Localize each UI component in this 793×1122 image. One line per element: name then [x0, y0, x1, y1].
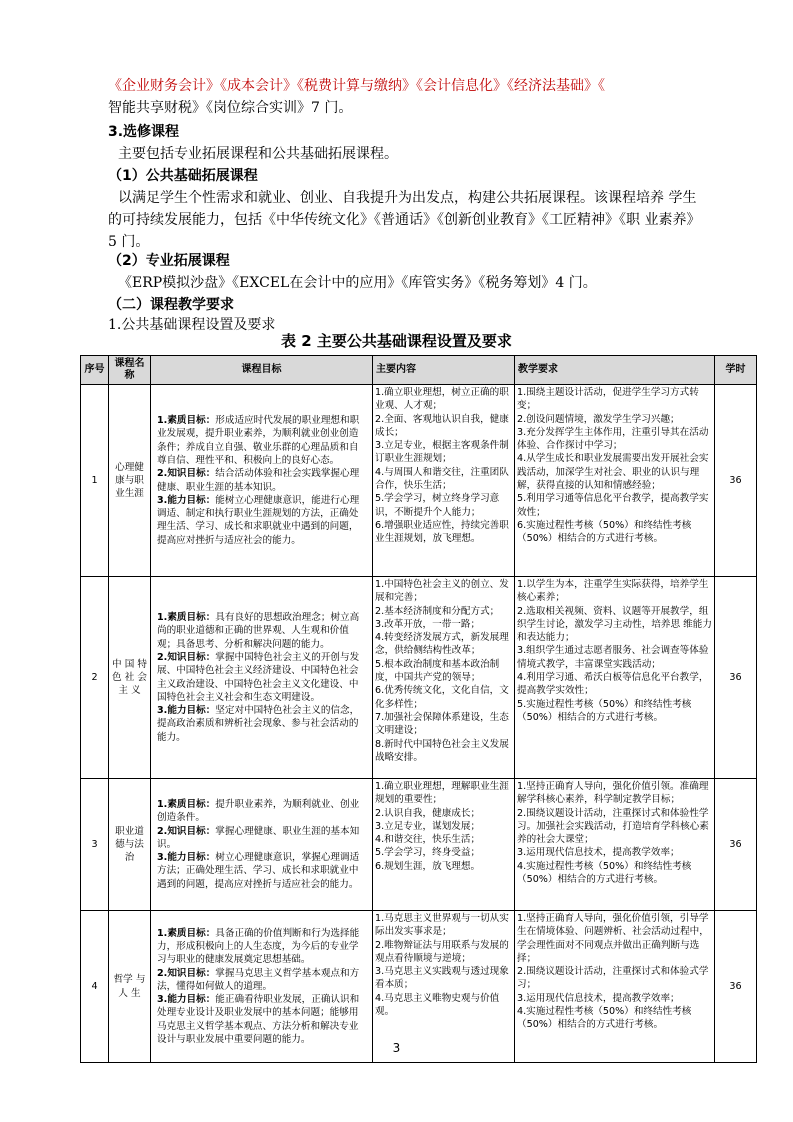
course-goals — [151, 779, 373, 911]
content-item: 3.立足专业，谋划发展； — [375, 820, 481, 832]
content-item: 2.全面、客观地认识自我，健康成长； — [375, 413, 509, 438]
elective-heading: 3.选修课程 — [108, 124, 180, 140]
teaching-requirements — [515, 385, 715, 577]
content-item: 6.增强职业适应性，持续完善职业生涯规划，放飞理想。 — [375, 519, 509, 545]
intro-line2: 智能共享财税》《岗位综合实训》7 门。 — [108, 100, 353, 116]
goal-item — [157, 825, 366, 852]
requirement-item: 1.围绕主题设计活动，促进学生学习方式转变； — [517, 387, 699, 412]
requirement-item: 2.围绕议题设计活动，注重探讨式和体验式学习； — [517, 966, 709, 991]
content-item: 1.中国特色社会主义的创立、发展和完善； — [375, 579, 509, 604]
major-ext-heading: （2）专业拓展课程 — [108, 253, 230, 269]
section2-sub: 1.公共基础课程设置及要求 — [108, 317, 276, 333]
goal-item — [157, 851, 366, 891]
content-item: 1.确立职业理想，树立正确的职业观、人才观； — [375, 387, 509, 412]
header-goal: 课程目标 — [151, 356, 373, 385]
requirement-item: 6.实施过程性考核（50%）和终结性考核（50%）相结合的方式进行考核。 — [517, 519, 692, 545]
course-name: 哲学 与人 生 — [109, 911, 151, 1063]
content-item: 3.立足专业，根据主客观条件制订职业生涯规划； — [375, 440, 509, 465]
table-row — [81, 779, 757, 911]
header-no: 序号 — [81, 356, 109, 385]
public-ext-heading: （1）公共基础拓展课程 — [108, 168, 258, 184]
content-item: 4.与周围人和谐交往，注重团队合作，快乐生活； — [375, 466, 509, 492]
course-hours: 36 — [715, 779, 757, 911]
table-row — [81, 385, 757, 577]
goal-label: 3.能力目标： — [157, 852, 216, 864]
content-item: 4.马克思主义唯物史观与价值观。 — [375, 992, 500, 1018]
major-ext-desc: 《ERP模拟沙盘》《EXCEL在会计中的应用》《库管实务》《税务筹划》4 门。 — [118, 275, 597, 291]
requirement-item: 4.实施过程性考核（50%）和终结性考核（50%）相结合的方式进行考核。 — [517, 860, 692, 886]
row-no: 2 — [81, 577, 109, 779]
course-hours: 36 — [715, 577, 757, 779]
goal-item — [157, 967, 366, 994]
header-req: 教学要求 — [515, 356, 715, 385]
content-item: 2.认识自我，健康成长； — [375, 807, 481, 819]
goal-text: 树立心理健康意识，掌握心理调适方法；正确处理生活、学习、成长和求职就业中遇到的问题，提高应对挫折与适应社会的能力。 — [157, 852, 360, 890]
requirement-item: 3.组织学生通过志愿者服务、社会调查等体验情境式教学，丰富课堂实践活动； — [517, 645, 709, 670]
course-content — [373, 779, 515, 911]
content-item: 1.确立职业理想，理解职业生涯规划的重要性； — [375, 781, 509, 806]
goal-text: 结合活动体验和社会实践掌握心理健康、职业生涯的基本知识。 — [157, 468, 360, 493]
goal-text: 具有良好的思想政治理念；树立高尚的职业道德和正确的世界观、人生观和价值观；具备思考、分析和解决问题的能力。 — [157, 612, 360, 650]
goal-label: 3.能力目标： — [157, 494, 216, 506]
row-no: 1 — [81, 385, 109, 577]
goal-label: 2.知识目标： — [157, 825, 216, 837]
goal-text: 能正确看待职业发展，正确认识和处理专业设计及职业发展中的基本问题；能够用马克思主义哲学基本观点、方法分析和解决专业设计与职业发展中重要问题的能力。 — [157, 994, 360, 1046]
requirement-item: 2.围绕议题设计活动，注重探讨式和体验性学习。加强社会实践活动，打造培育学科核心素养的社会大课堂； — [517, 807, 709, 846]
goal-item — [157, 467, 366, 494]
row-no: 3 — [81, 779, 109, 911]
content-item: 5.根本政治制度和基本政治制度，中国共产党的领导； — [375, 658, 500, 684]
table-header-row — [81, 356, 757, 385]
teaching-requirements — [515, 911, 715, 1063]
course-name: 心理健 康与职 业生涯 — [109, 385, 151, 577]
requirement-item: 1.坚持正确育人导向，强化价值引领，引导学生在情境体验、问题辨析、社会活动过程中，学会理性面对不同观点并做出正确判断与选择； — [517, 913, 709, 964]
section2-heading: （二）课程教学要求 — [108, 297, 234, 313]
public-ext-desc: 以满足学生个性需求和就业、创业、自我提升为出发点，构建公共拓展课程。该课程培养 学生的可持续发展能力，包括《中华传统文化》《普通话》《创新创业教育》《工匠精神》《职 业素养》5 门。 — [108, 190, 701, 250]
goal-text: 掌握心理健康、职业生涯的基本知识。 — [157, 825, 360, 850]
goal-item — [157, 651, 366, 704]
goal-label: 1.素质目标： — [157, 415, 216, 427]
goal-item — [157, 494, 366, 547]
course-content — [373, 577, 515, 779]
intro-paragraph — [108, 75, 708, 119]
goal-label: 2.知识目标： — [157, 468, 216, 480]
goal-text: 具备正确的价值判断和行为选择能力，形成积极向上的人生态度，为今后的专业学习与职业的健康发展奠定思想基础。 — [157, 927, 360, 966]
requirement-item: 5.实施过程性考核（50%）和终结性考核（50%）相结合的方式进行考核。 — [517, 698, 692, 723]
goal-label: 2.知识目标： — [157, 967, 216, 979]
goal-label: 3.能力目标： — [157, 705, 216, 717]
content-item: 2.基本经济制度和分配方式； — [375, 605, 500, 617]
content-item: 4.和谐交往，快乐生活； — [375, 834, 481, 846]
requirement-item: 3.充分发挥学生主体作用，注重引导其在活动体验、合作探讨中学习； — [517, 426, 709, 452]
course-name: 中 国 特 色 社 会 主 义 — [109, 577, 151, 779]
requirement-item: 1.坚持正确育人导向，强化价值引领。准确理解学科核心素养，科学制定教学目标； — [517, 781, 709, 806]
goal-text: 能树立心理健康意识，能进行心理调适、制定和执行职业生涯规划的方法，正确处理生活、学习、成长和求职就业中遇到的问题，提高应对挫折与适应社会的能力。 — [157, 494, 360, 546]
content-item: 4.转变经济发展方式，新发展理念，供给侧结构性改革； — [375, 632, 509, 657]
course-hours: 36 — [715, 385, 757, 577]
content-item: 6.优秀传统文化，文化自信，文化多样性； — [375, 685, 509, 710]
course-goals — [151, 385, 373, 577]
goal-item — [157, 927, 366, 967]
goal-item — [157, 993, 366, 1046]
goal-label: 1.素质目标： — [157, 798, 216, 810]
requirement-item: 2.选取相关视频、资料、议题等开展教学，组织学生讨论，激发学习主动性，培养思 维能力和表达能力； — [517, 605, 712, 644]
teaching-requirements — [515, 577, 715, 779]
requirement-item: 3.运用现代信息技术，提高教学效率； — [517, 992, 680, 1004]
course-goals — [151, 911, 373, 1063]
goal-label: 1.素质目标： — [157, 612, 216, 624]
content-item: 5.学会学习，树立终身学习意识，不断提升个人能力； — [375, 493, 500, 518]
content-item: 3.马克思主义实践观与透过现象看本质； — [375, 966, 509, 991]
goal-item — [157, 798, 366, 825]
goal-item — [157, 414, 366, 467]
course-goals — [151, 577, 373, 779]
goal-text: 掌握马克思主义哲学基本观点和方法，懂得如何做人的道理。 — [157, 967, 360, 992]
table-row — [81, 577, 757, 779]
goal-label: 2.知识目标： — [157, 651, 216, 663]
course-name: 职业道 德与法 治 — [109, 779, 151, 911]
header-name: 课程名称 — [109, 356, 151, 385]
teaching-requirements — [515, 779, 715, 911]
row-no: 4 — [81, 911, 109, 1063]
content-item: 1.马克思主义世界观与一切从实际出发实事求是； — [375, 913, 509, 938]
goal-text: 形成适应时代发展的职业理想和职业发展观，提升职业素养，为顺利就业创业创造条件；养成自立自强、敬业乐群的心理品质和自尊自信、理性平和、积极向上的良好心态。 — [157, 415, 360, 466]
intro-line1: 《企业财务会计》《成本会计》《税费计算与缴纳》《会计信息化》《经济法基础》《 — [108, 78, 605, 94]
course-hours: 36 — [715, 911, 757, 1063]
goal-item — [157, 611, 366, 651]
table-caption: 表 2 主要公共基础课程设置及要求 — [281, 332, 512, 350]
requirement-item: 3.运用现代信息技术，提高教学效率； — [517, 847, 680, 859]
page-number: 3 — [392, 1041, 401, 1055]
requirement-item: 1.以学生为本，注重学生实际获得，培养学生核心素养； — [517, 579, 709, 604]
requirement-item: 4.实施过程性考核（50%）和终结性考核（50%）相结合的方式进行考核。 — [517, 1006, 692, 1031]
elective-desc: 主要包括专业拓展课程和公共基础拓展课程。 — [118, 146, 398, 162]
requirement-item: 5.利用学习通等信息化平台教学，提高教学实效性； — [517, 493, 709, 518]
content-item: 6.规划生涯，放飞理想。 — [375, 860, 481, 872]
course-content — [373, 385, 515, 577]
requirement-item: 2.创设问题情境，激发学生学习兴趣； — [517, 413, 680, 425]
course-content — [373, 911, 515, 1063]
content-item: 3.改革开放，一带一路； — [375, 618, 481, 630]
goal-label: 1.素质目标： — [157, 927, 216, 939]
table-row — [81, 911, 757, 1063]
requirement-item: 4.利用学习通、希沃白板等信息化平台教学，提高教学实效性； — [517, 672, 709, 697]
courses-table — [80, 355, 757, 1063]
goal-text: 提升职业素养，为顺利就业、创业创造条件。 — [157, 798, 360, 824]
content-item: 5.学会学习，终身受益； — [375, 847, 481, 859]
goal-label: 3.能力目标： — [157, 994, 216, 1006]
requirement-item: 4.从学生成长和职业发展需要出发开展社会实践活动，加深学生对社会、职业的认识与理解，获得直接的认知和情感经验； — [517, 453, 709, 492]
goal-item — [157, 704, 366, 744]
content-item: 8.新时代中国特色社会主义发展战略安排。 — [375, 738, 509, 763]
goal-text: 掌握中国特色社会主义的开创与发展、中国特色社会主义经济建设、中国特色社会主义政治建设、中国特色社会主义文化建设、中国特色社会主义社会和生态文明建设。 — [157, 651, 360, 703]
header-content: 主要内容 — [373, 356, 515, 385]
content-item: 7.加强社会保障体系建设，生态文明建设； — [375, 711, 509, 737]
header-hours: 学时 — [715, 356, 757, 385]
goal-text: 坚定对中国特色社会主义的信念，提高政治素质和辨析社会现象、参与社会活动的能力。 — [157, 705, 360, 743]
content-item: 2.唯物辩证法与用联系与发展的观点看待顺境与逆境； — [375, 939, 509, 964]
